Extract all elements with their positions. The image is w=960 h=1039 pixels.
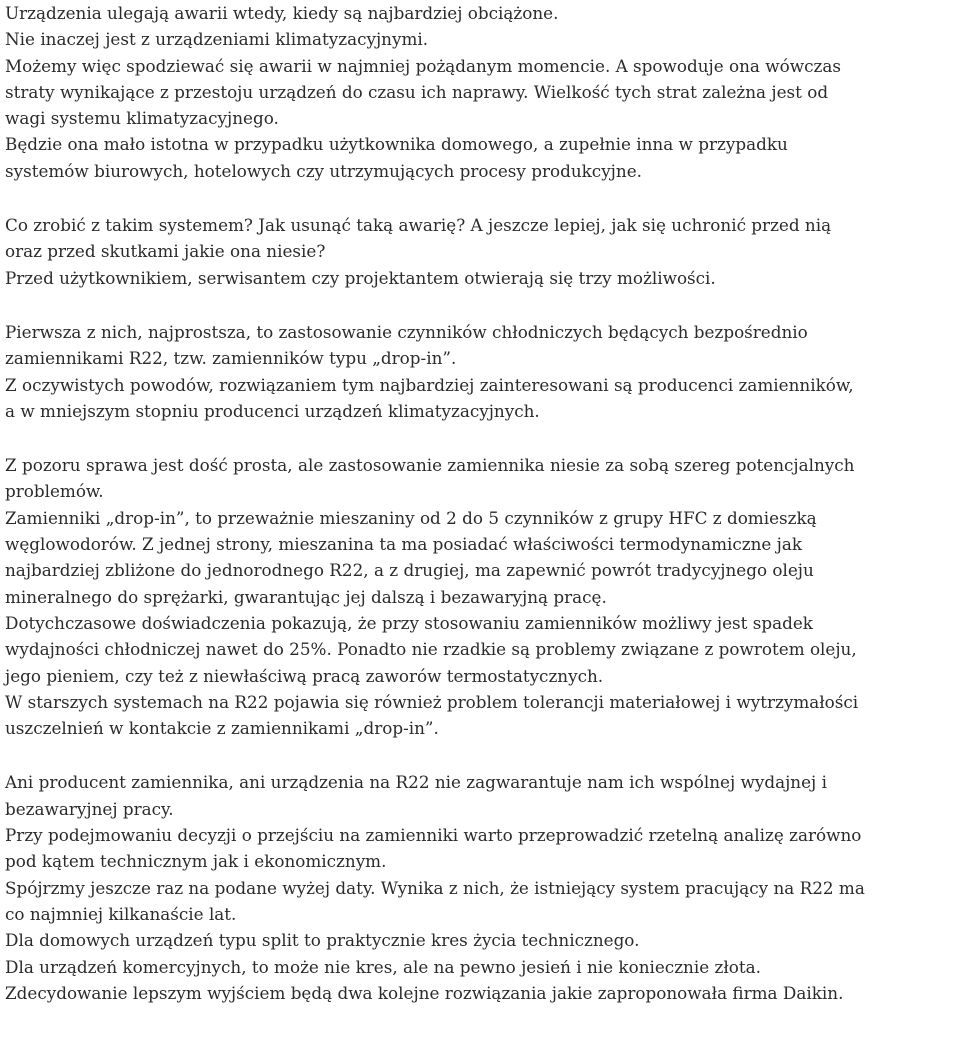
paragraph-gap	[5, 424, 960, 452]
paragraph-gap	[5, 741, 960, 769]
text-line: uszczelnień w kontakcie z zamiennikami „drop-in”.	[5, 718, 439, 739]
text-line: oraz przed skutkami jakie ona niesie?	[5, 241, 326, 262]
paragraph-block	[5, 319, 960, 424]
text-line: straty wynikające z przestoju urządzeń do czasu ich naprawy. Wielkość tych strat zależna jest od	[5, 81, 829, 102]
text-line: Przed użytkownikiem, serwisantem czy projektantem otwierają się trzy możliwości.	[5, 267, 716, 288]
text-line: Ani producent zamiennika, ani urządzenia na R22 nie zagwarantuje nam ich wspólnej wydajnej i	[5, 772, 827, 793]
text-line: Będzie ona mało istotna w przypadku użytkownika domowego, a zupełnie inna w przypadku	[5, 134, 788, 155]
text-line: problemów.	[5, 481, 104, 502]
paragraph-block	[5, 769, 960, 1006]
text-line: a w mniejszym stopniu producenci urządzeń klimatyzacyjnych.	[5, 400, 540, 421]
text-line: wagi systemu klimatyzacyjnego.	[5, 108, 279, 129]
text-line: Dla domowych urządzeń typu split to praktycznie kres życia technicznego.	[5, 930, 640, 951]
text-line: Urządzenia ulegają awarii wtedy, kiedy są najbardziej obciążone.	[5, 3, 559, 23]
text-line: najbardziej zbliżone do jednorodnego R22, a z drugiej, ma zapewnić powrót tradycyjnego oleju	[5, 560, 814, 581]
paragraph-gap	[5, 291, 960, 319]
text-line: zamiennikami R22, tzw. zamienników typu „drop-in”.	[5, 348, 457, 369]
text-line: bezawaryjnej pracy.	[5, 798, 174, 819]
text-line: Dla urządzeń komercyjnych, to może nie kres, ale na pewno jesień i nie koniecznie złota.	[5, 956, 761, 977]
text-line: Spójrzmy jeszcze raz na podane wyżej daty. Wynika z nich, że istniejący system pracujący na R22 ma	[5, 877, 865, 898]
text-line: pod kątem technicznym jak i ekonomicznym.	[5, 851, 387, 872]
text-line: mineralnego do sprężarki, gwarantując jej dalszą i bezawaryjną pracę.	[5, 586, 607, 607]
text-line: W starszych systemach na R22 pojawia się również problem tolerancji materiałowej i wytrzymałości	[5, 691, 859, 712]
text-line: Możemy więc spodziewać się awarii w najmniej pożądanym momencie. A spowoduje ona wówczas	[5, 55, 841, 76]
paragraph-block	[5, 212, 960, 291]
text-line: Zdecydowanie lepszym wyjściem będą dwa kolejne rozwiązania jakie zaproponowała firma Daikin.	[5, 982, 844, 1003]
paragraph-block	[5, 452, 960, 741]
text-line: Z pozoru sprawa jest dość prosta, ale zastosowanie zamiennika niesie za sobą szereg potencjalnych	[5, 455, 855, 476]
paragraph-block	[5, 0, 960, 184]
text-line: Co zrobić z takim systemem? Jak usunąć taką awarię? A jeszcze lepiej, jak się uchronić przed nią	[5, 215, 832, 236]
text-line: co najmniej kilkanaście lat.	[5, 903, 237, 924]
text-line: węglowodorów. Z jednej strony, mieszanina ta ma posiadać właściwości termodynamiczne jak	[5, 534, 803, 555]
text-line: Nie inaczej jest z urządzeniami klimatyzacyjnymi.	[5, 29, 429, 50]
text-line: jego pieniem, czy też z niewłaściwą pracą zaworów termostatycznych.	[5, 665, 604, 686]
text-line: Dotychczasowe doświadczenia pokazują, że przy stosowaniu zamienników możliwy jest spadek	[5, 612, 813, 633]
text-line: Z oczywistych powodów, rozwiązaniem tym najbardziej zainteresowani są producenci zamienników,	[5, 374, 854, 395]
text-line: wydajności chłodniczej nawet do 25%. Ponadto nie rzadkie są problemy związane z powrotem oleju,	[5, 639, 857, 660]
text-line: Pierwsza z nich, najprostsza, to zastosowanie czynników chłodniczych będących bezpośrednio	[5, 321, 808, 342]
text-line: Zamienniki „drop-in”, to przeważnie mieszaniny od 2 do 5 czynników z grupy HFC z domieszką	[5, 507, 817, 528]
paragraph-gap	[5, 184, 960, 212]
text-line: systemów biurowych, hotelowych czy utrzymujących procesy produkcyjne.	[5, 160, 642, 181]
text-line: Przy podejmowaniu decyzji o przejściu na zamienniki warto przeprowadzić rzetelną analizę zarówno	[5, 825, 862, 846]
article-body	[5, 0, 960, 1006]
